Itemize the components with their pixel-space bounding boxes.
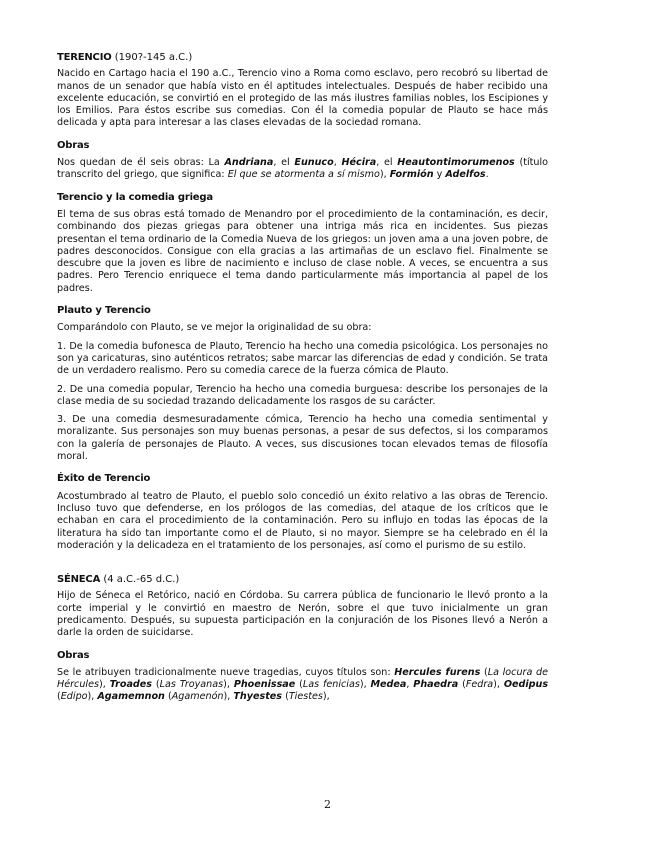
work-title: Heautontimorumenos xyxy=(397,157,515,169)
title-meaning: Fedra xyxy=(465,679,494,691)
plauto-point-2: 2. De una comedia popular, Terencio ha hecho una comedia burguesa: describe los personajes de la clase media de su sociedad trazando delicadamente los rasgos de su carácter. xyxy=(57,383,548,407)
seneca-name: SÉNECA xyxy=(57,574,101,586)
work-title: Hercules furens xyxy=(394,666,481,678)
terencio-header xyxy=(57,52,548,64)
title-meaning: Edipo xyxy=(60,691,88,703)
seneca-header xyxy=(57,574,548,586)
seneca-bio: Hijo de Séneca el Retórico, nació en Córdoba. Su carrera pública de funcionario le llevó pronto a la corte imperial y le convirtió en maestro de Nerón, sobre el que tuvo inicialmente un gran predicamento. Después, su supuesta participación en la conjuración de los Pisones llevó a Nerón a darle la orden de suicidarse. xyxy=(57,590,548,639)
plauto-point-1: 1. De la comedia bufonesca de Plauto, Terencio ha hecho una comedia psicológica. Los personajes no son ya caricaturas, sino auténticos retratos; sabe marcar las diferencias de edad y condición. Se trata de un verdadero realismo. Pero su comedia carece de la fuerza cómica de Plauto. xyxy=(57,340,548,377)
title-meaning: Las fenicias xyxy=(302,679,360,691)
work-title: Formión xyxy=(389,169,434,181)
work-title: Adelfos xyxy=(445,169,486,181)
title-meaning: Las Troyanas xyxy=(159,679,224,691)
terencio-obras-heading: Obras xyxy=(57,139,90,151)
plauto-point-3: 3. De una comedia desmesuradamente cómica, Terencio ha hecho una comedia sentimental y moralizante. Sus personajes son muy buenas personas, a pesar de sus defectos, si los comparamos con la galería de personajes de Plauto. A veces, sus discusiones tocan elevados temas de filosofía moral. xyxy=(57,414,548,463)
seneca-obras-heading: Obras xyxy=(57,649,90,661)
work-title: Eunuco xyxy=(294,157,334,169)
terencio-bio: Nacido en Cartago hacia el 190 a.C., Terencio vino a Roma como esclavo, pero recobró su libertad de manos de un senador que había visto en él aptitudes intelectuales. Después de haber recibido una excelente educación, se convirtió en el protegido de las más ilustres familias nobles, los Escipiones y los Emilios. Para éstos escribe sus comedias. Con él la comedia popular de Plauto se hace más delicada y apta para interesar a las clases elevadas de la sociedad romana. xyxy=(57,68,548,129)
exito-text: Acostumbrado al teatro de Plauto, el pueblo solo concedió un éxito relativo a las obras de Terencio. Incluso tuvo que defenderse, en los prólogos de las comedias, del ataque de los críticos que le echaban en cara el procedimiento de la contaminación. Pero su influjo en todas las épocas de la literatura ha sido tan importante como el de Plauto, si no mayor. Siempre se ha celebrado en él la moderación y la delicadeza en el tratamiento de los personajes, así como el purismo de su estilo. xyxy=(57,490,548,551)
terencio-name: TERENCIO xyxy=(57,52,112,63)
work-title: Phoenissae xyxy=(233,679,296,691)
title-meaning: El que se atormenta a sí mismo xyxy=(227,169,380,181)
terencio-obras-text: Nos quedan de él seis obras: La Andriana, el Eunuco, Hécira, el Heautontimorumenos (título transcrito del griego, que significa: El que se atormenta a sí mismo), Formión y Adelfos. xyxy=(57,157,548,181)
comedia-griega-heading: Terencio y la comedia griega xyxy=(57,191,213,203)
plauto-intro: Comparándolo con Plauto, se ve mejor la originalidad de su obra: xyxy=(57,322,372,334)
exito-heading: Éxito de Terencio xyxy=(57,473,151,485)
plauto-terencio-heading: Plauto y Terencio xyxy=(57,305,151,317)
terencio-dates: (190?-145 a.C.) xyxy=(114,52,193,63)
work-title: Oedipus xyxy=(503,679,549,691)
title-meaning: Agamenón xyxy=(171,691,224,703)
work-title: Medea xyxy=(370,679,407,691)
seneca-obras-text: Se le atribuyen tradicionalmente nueve tragedias, cuyos títulos son: Hercules furens (La locura de Hércules), Troades (Las Troyanas), Phoenissae (Las fenicias), Medea, Phaedra (Fedra), Oedipus (Edipo), Agamemnon (Agamenón), Thyestes (Tiestes), xyxy=(57,666,549,703)
work-title: Troades xyxy=(109,679,153,691)
work-title: Hécira xyxy=(341,157,377,169)
work-title: Agamemnon xyxy=(97,691,165,703)
title-meaning: La locura de Hércules xyxy=(57,666,549,691)
document-page xyxy=(57,52,548,710)
title-meaning: Tiestes xyxy=(288,691,323,703)
work-title: Andriana xyxy=(224,157,274,169)
work-title: Thyestes xyxy=(233,691,283,703)
seneca-dates: (4 a.C.-65 d.C.) xyxy=(103,574,180,586)
page-number: 2 xyxy=(324,798,331,811)
work-title: Phaedra xyxy=(413,679,459,691)
comedia-griega-text: El tema de sus obras está tomado de Menandro por el procedimiento de la contaminación, es decir, combinando dos piezas griegas para obtener una intriga más rica en incidentes. Sus piezas presentan el tema ordinario de la Comedia Nueva de los griegos: un joven ama a una joven pobre, de padres desconocidos. Consigue con ella gracias a las artimañas de un esclavo fiel. Finalmente se descubre que la joven es libre de nacimiento e incluso de clase noble. A veces, se encuentra a sus padres. Pero Terencio enriquece el tema dando particularmente más importancia al papel de los padres. xyxy=(57,208,548,294)
